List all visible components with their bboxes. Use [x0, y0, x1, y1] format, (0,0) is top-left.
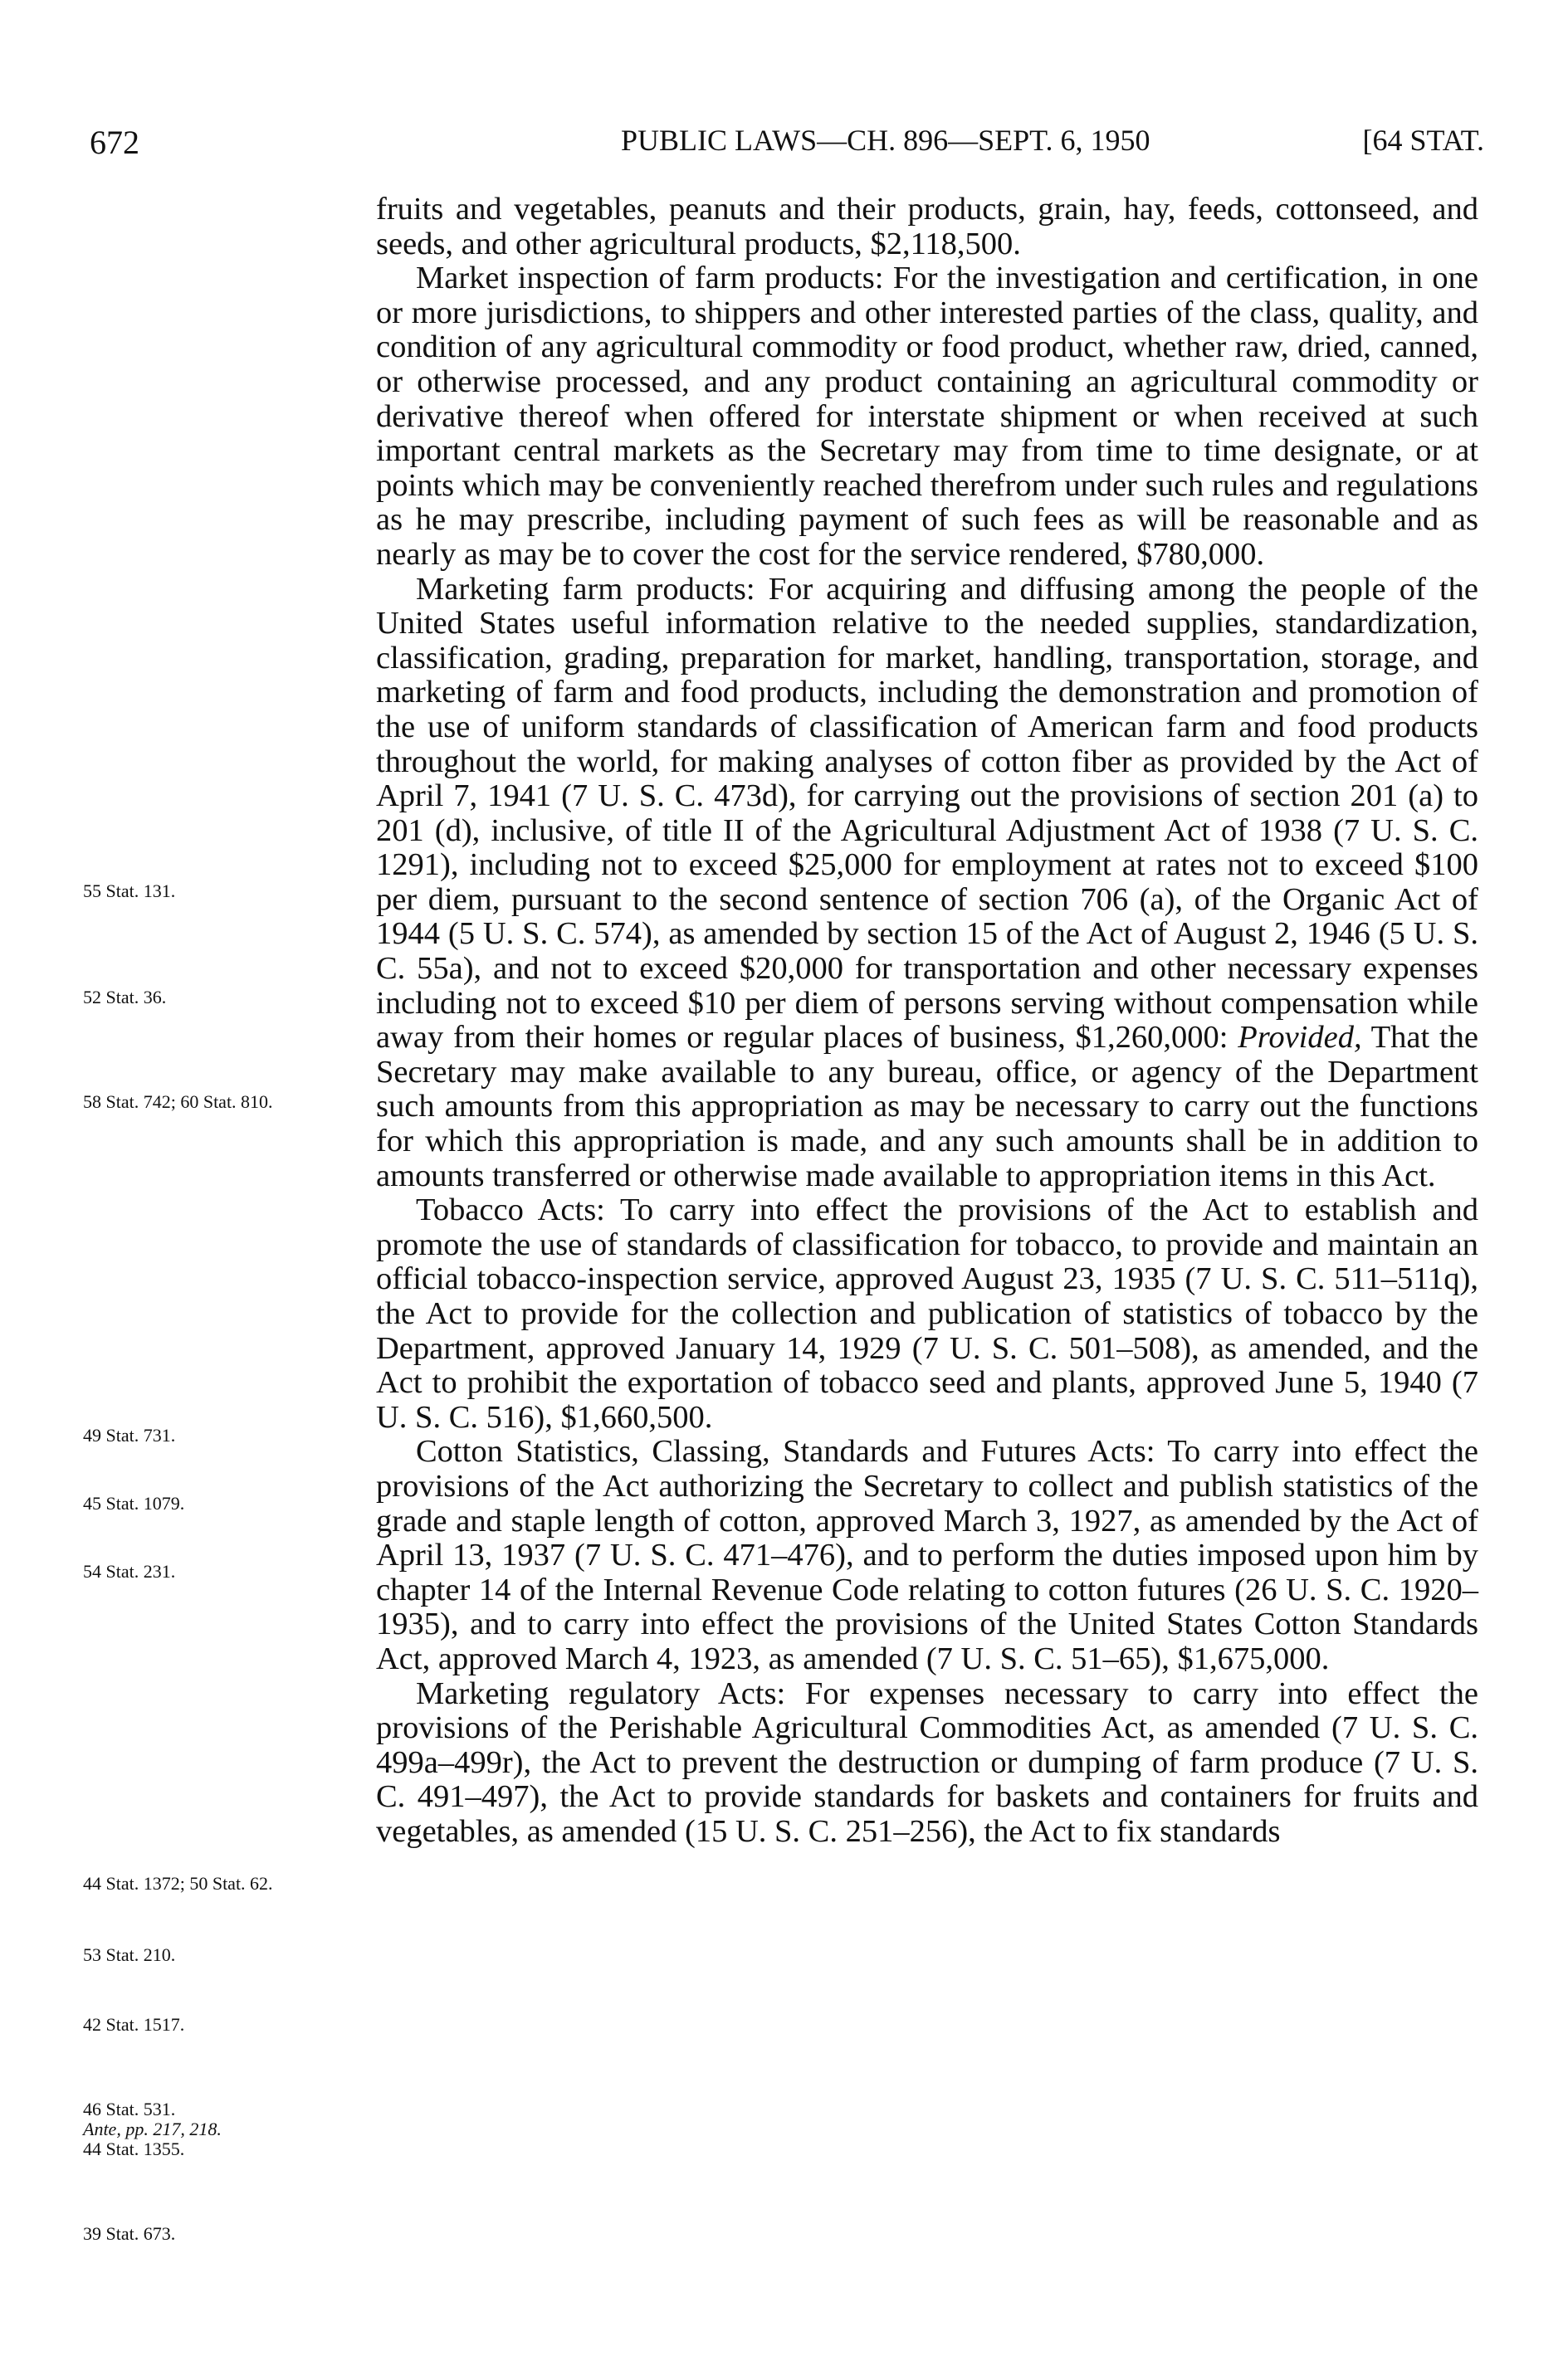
paragraph: [376, 573, 1478, 1194]
paragraph: Cotton Statistics, Classing, Standards and Futures Acts: To carry into effect the provisions of the Act authorizing the Secretary to collect and publish statistics of the grade and staple length of cotton, approved March 3, 1927, as amended by the Act of April 13, 1937 (7 U. S. C. 471–476), and to perform the duties imposed upon him by chapter 14 of the Internal Revenue Code relating to cotton futures (26 U. S. C. 1920–1935), and to carry into effect the provisions of the United States Cotton Standards Act, approved March 4, 1923, as amended (7 U. S. C. 51–65), $1,675,000.: [376, 1434, 1478, 1676]
paragraph: Tobacco Acts: To carry into effect the provisions of the Act to establish and promote the use of standards of classification for tobacco, to provide and maintain an official tobacco-inspection service, approved August 23, 1935 (7 U. S. C. 511–511q), the Act to provide for the collection and publication of statistics of tobacco by the Department, approved January 14, 1929 (7 U. S. C. 501–508), as amended, and the Act to prohibit the exportation of tobacco seed and plants, approved June 5, 1940 (7 U. S. C. 516), $1,660,500.: [376, 1192, 1478, 1435]
margin-note: 45 Stat. 1079.: [83, 1493, 185, 1514]
paragraph-text: Marketing farm products: For acquiring and diffusing among the people of the United States useful information relative to the needed supplies, standardization, classification, grading, preparation for market, handling, transportation, storage, and marketing of farm and food products, including the demonstration and promotion of the use of uniform standards of classification of American farm and food products throughout the world, for making analyses of cotton fiber as provided by the Act of April 7, 1941 (7 U. S. C. 473d), for carrying out the provisions of section 201 (a) to 201 (d), inclusive, of title II of the Agricultural Adjustment Act of 1938 (7 U. S. C. 1291), including not to exceed $25,000 for employment at rates not to exceed $100 per diem, pursuant to the second sentence of section 706 (a), of the Organic Act of 1944 (5 U. S. C. 574), as amended by section 15 of the Act of August 2, 1946 (5 U. S. C. 55a), and not to exceed $20,000 for transportation and other necessary expenses including not to exceed $10 per diem of persons serving without compensation while away from their homes or regular places of business, $1,260,000:: [376, 571, 1478, 1056]
paragraph: Marketing regulatory Acts: For expenses necessary to carry into effect the provisions of the Perishable Agricultural Commodities Act, as amended (7 U. S. C. 499a–499r), the Act to prevent the destruction or dumping of farm produce (7 U. S. C. 491–497), the Act to provide standards for baskets and containers for fruits and vegetables, as amended (15 U. S. C. 251–256), the Act to fix standards: [376, 1675, 1478, 1849]
volume-reference: [64 STAT.: [1362, 124, 1484, 157]
margin-note: 42 Stat. 1517.: [83, 2014, 185, 2035]
paragraph: fruits and vegetables, peanuts and their products, grain, hay, feeds, cottonseed, and seeds, and other agricultural products, $2,118,500.: [376, 192, 1478, 261]
margin-note: Ante, pp. 217, 218.: [83, 2119, 222, 2139]
proviso-text: That the Secretary may make available to any bureau, office, or agency of the Department such amounts from this appropriation as may be necessary to carry out the functions for which this appropriation is made, and any such amounts shall be in addition to amounts transferred or otherwise made available to appropriation items in this Act.: [376, 1020, 1479, 1193]
margin-note: 49 Stat. 731.: [83, 1425, 176, 1446]
margin-note: 55 Stat. 131.: [83, 880, 176, 901]
margin-note: 44 Stat. 1355.: [83, 2139, 185, 2159]
paragraph: Market inspection of farm products: For the investigation and certification, in one or more jurisdictions, to shippers and other interested parties of the class, quality, and condition of any agricultural commodity or food product, whether raw, dried, canned, or otherwise processed, and any product containing an agricultural commodity or derivative thereof when offered for interstate shipment or when received at such important central markets as the Secretary may from time to time designate, or at points which may be conveniently reached therefrom under such rules and regulations as he may prescribe, including payment of such fees as will be reasonable and as nearly as may be to cover the cost for the service rendered, $780,000.: [376, 261, 1478, 572]
body-text: [376, 193, 1478, 1850]
margin-note: 52 Stat. 36.: [83, 987, 167, 1007]
page-header: [90, 123, 1484, 164]
margin-note: 58 Stat. 742; 60 Stat. 810.: [83, 1091, 273, 1112]
margin-note: 39 Stat. 673.: [83, 2223, 176, 2244]
margin-note: 44 Stat. 1372; 50 Stat. 62.: [83, 1873, 273, 1894]
proviso-word: Provided,: [1238, 1020, 1362, 1056]
margin-note: 54 Stat. 231.: [83, 1561, 176, 1582]
running-title: PUBLIC LAWS—CH. 896—SEPT. 6, 1950: [621, 124, 1150, 157]
margin-note: 46 Stat. 531.: [83, 2099, 176, 2119]
page-number: 672: [90, 124, 139, 161]
margin-note: 53 Stat. 210.: [83, 1944, 176, 1965]
